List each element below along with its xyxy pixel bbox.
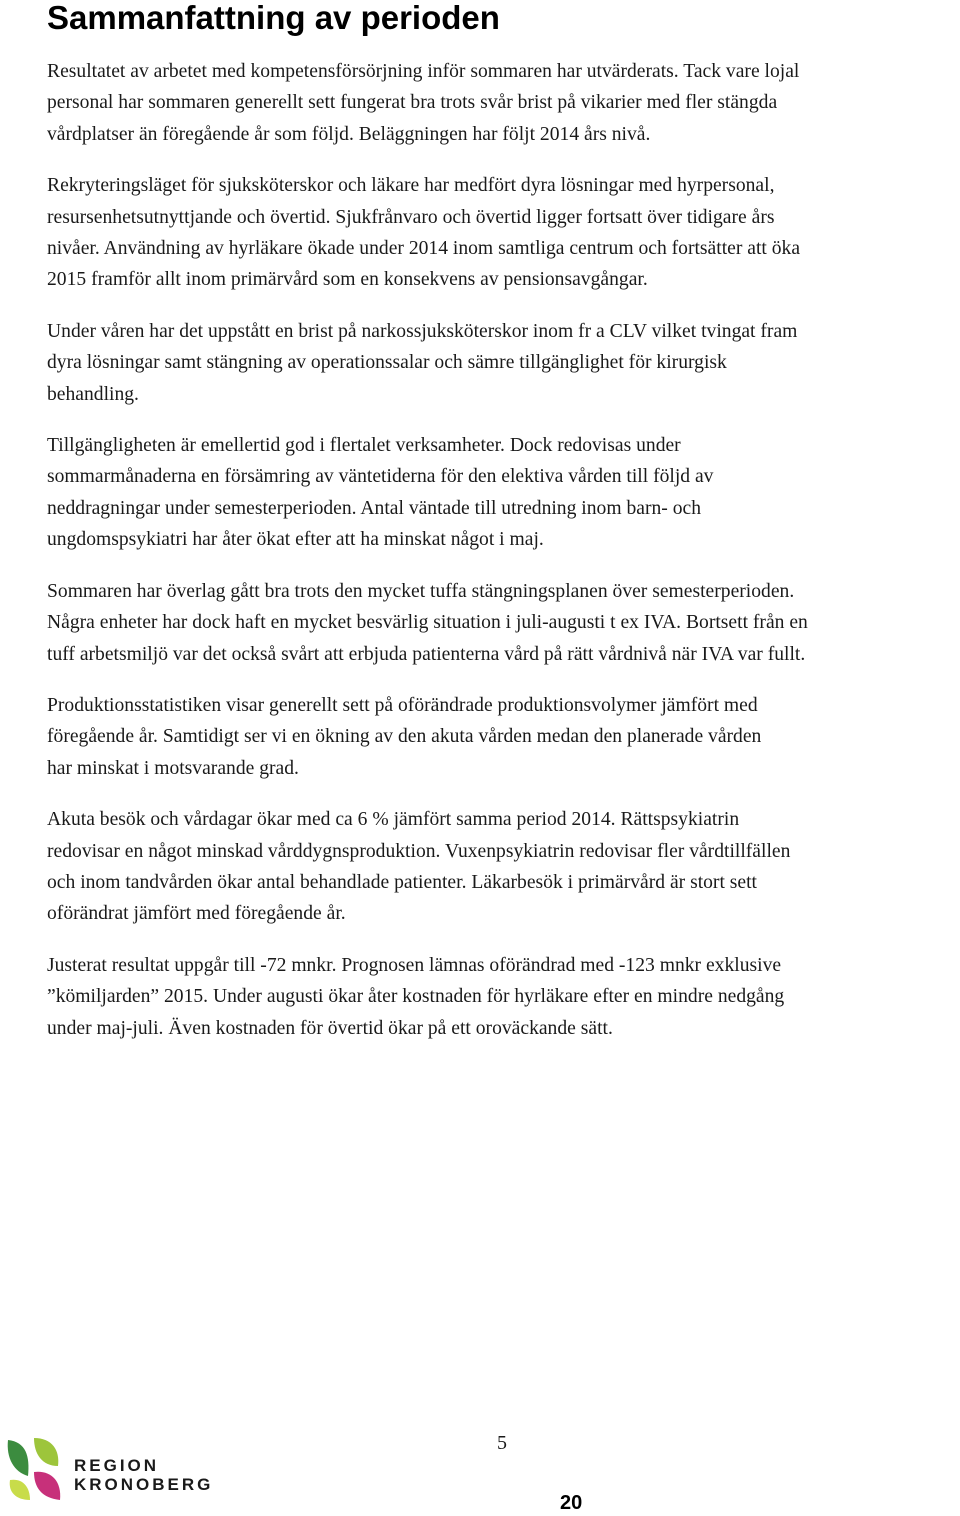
logo-leaf-dark — [8, 1440, 29, 1476]
paragraph-1 — [47, 56, 959, 150]
text-line: under maj-juli. Även kostnaden för övertid ökar på ett oroväckande sätt. — [47, 1017, 613, 1039]
paragraph-2 — [47, 170, 959, 296]
text-line: ungdomspsykiatri har åter ökat efter att ha minskat något i maj. — [47, 529, 544, 551]
logo-mark-icon — [4, 1436, 66, 1502]
logo-text-kronoberg: KRONOBERG — [74, 1475, 214, 1494]
text-line: redovisar en något minskad vårddygnsproduktion. Vuxenpsykiatrin redovisar fler vårdtillfällen — [47, 840, 791, 862]
text-line: nivåer. Användning av hyrläkare ökade under 2014 inom samtliga centrum och fortsätter att öka — [47, 238, 801, 260]
text-line: har minskat i motsvarande grad. — [47, 757, 299, 779]
region-kronoberg-logo — [4, 1436, 224, 1506]
text-line: Några enheter har dock haft en mycket besvärlig situation i juli-augusti t ex IVA. Bortsett från en — [47, 612, 808, 634]
paragraph-5 — [47, 576, 959, 670]
summary-body — [47, 56, 959, 1064]
text-line: Tillgängligheten är emellertid god i flertalet verksamheter. Dock redovisas under — [47, 435, 681, 457]
text-line: vårdplatser än föregående år som följd. Beläggningen har följt 2014 års nivå. — [47, 123, 651, 145]
text-line: Resultatet av arbetet med kompetensförsörjning inför sommaren har utvärderats. Tack vare lojal — [47, 61, 800, 82]
logo-leaf-light — [34, 1438, 58, 1466]
paragraph-8 — [47, 950, 959, 1044]
paragraph-6 — [47, 690, 959, 784]
text-line: 2015 framför allt inom primärvård som en konsekvens av pensionsavgångar. — [47, 269, 648, 291]
text-line: Rekryteringsläget för sjuksköterskor och läkare har medfört dyra lösningar med hyrpersonal, — [47, 175, 775, 197]
text-line: oförändrat jämfört med föregående år. — [47, 903, 346, 925]
text-line: föregående år. Samtidigt ser vi en ökning av den akuta vården medan den planerade vården — [47, 726, 762, 748]
text-line: Justerat resultat uppgår till -72 mnkr. Prognosen lämnas oförändrad med -123 mnkr exklusive — [47, 954, 782, 976]
text-line: Akuta besök och vårdagar ökar med ca 6 % jämfört samma period 2014. Rättspsykiatrin — [47, 809, 740, 831]
logo-leaf-pink — [34, 1472, 60, 1500]
text-line: ”kömiljarden” 2015. Under augusti ökar åter kostnaden för hyrläkare efter en mindre nedgång — [47, 986, 785, 1008]
logo-text-region: REGION — [74, 1456, 160, 1475]
text-line: dyra lösningar samt stängning av operationssalar och sämre tillgänglighet för kirurgisk — [47, 352, 727, 374]
text-line: Produktionsstatistiken visar generellt sett på oförändrade produktionsvolymer jämfört med — [47, 694, 758, 716]
page-number: 5 — [497, 1432, 507, 1454]
logo-wordmark — [74, 1456, 213, 1494]
text-line: och inom tandvården ökar antal behandlade patienter. Läkarbesök i primärvård är stort sett — [47, 871, 758, 893]
paragraph-4 — [47, 430, 959, 556]
text-line: resursenhetsutnyttjande och övertid. Sjukfrånvaro och övertid ligger fortsatt över tidigare års — [47, 206, 775, 228]
page-heading: Sammanfattning av perioden — [47, 0, 500, 36]
paragraph-7 — [47, 804, 959, 930]
text-line: neddragningar under semesterperioden. Antal väntade till utredning inom barn- och — [47, 497, 702, 519]
text-line: personal har sommaren generellt sett fungerat bra trots svår brist på vikarier med fler stängda — [47, 92, 778, 114]
logo-leaf-lime — [10, 1480, 30, 1500]
total-page-number: 20 — [560, 1492, 583, 1514]
text-line: Under våren har det uppstått en brist på narkossjuksköterskor inom fr a CLV vilket tvingat fram — [47, 320, 798, 342]
paragraph-3 — [47, 316, 959, 410]
text-line: Sommaren har överlag gått bra trots den mycket tuffa stängningsplanen över semesterperioden. — [47, 580, 795, 602]
text-line: sommarmånaderna en försämring av väntetiderna för den elektiva vården till följd av — [47, 466, 714, 488]
text-line: tuff arbetsmiljö var det också svårt att erbjuda patienterna vård på rätt vårdnivå när IVA var fullt. — [47, 643, 806, 665]
text-line: behandling. — [47, 383, 139, 405]
